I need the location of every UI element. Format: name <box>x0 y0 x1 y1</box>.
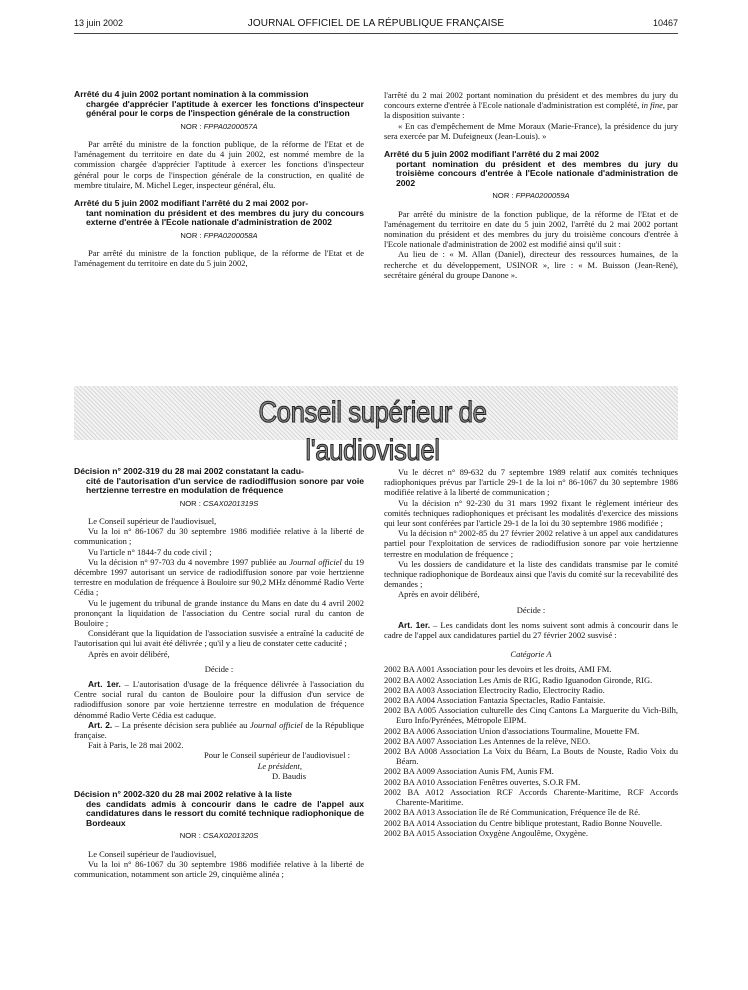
list-item: 2002 BA A010 Association Fenêtres ouvertes, S.O.R FM. <box>384 776 581 787</box>
decision-2-p1: Le Conseil supérieur de l'audiovisuel, <box>88 848 217 859</box>
decision-1-president: Le président, <box>257 760 302 771</box>
decision-1-decide: Décide : <box>204 663 234 674</box>
category-heading: Catégorie A <box>510 649 552 660</box>
top-left-column <box>74 90 364 268</box>
candidate-list <box>384 664 678 837</box>
article-1-title: Arrêté du 4 juin 2002 portant nomination à la commission chargée d'apprécier l'aptitude à exercer les fonctions d'inspecteur général pour le corps de l'inspection générale de la construction <box>74 89 364 119</box>
article-2-body: Par arrêté du ministre de la fonction publique, de la réforme de l'Etat et de l'aménagement du territoire en date du 5 juin 2002, <box>74 247 364 269</box>
decision-1-signature: D. Baudis <box>272 770 306 781</box>
article-3-body: Par arrêté du ministre de la fonction publique, de la réforme de l'Etat et de l'aménagement du territoire en date du 5 juin 2002, l'arrêté du 2 mai 2002 portant nomination du président et des membres du jury du troisième concours d'entrée à l'Ecole nationale d'administration de 2002 est modifié ainsi qu'il suit : <box>384 208 678 250</box>
list-item: 2002 BA A004 Association Fantazia Spectacles, Radio Fantaisie. <box>384 695 606 706</box>
decision-1-fait: Fait à Paris, le 28 mai 2002. <box>88 740 184 751</box>
section-banner-title: Conseil supérieur de l'audiovisuel <box>258 396 487 467</box>
article-2-nor: NOR : FPPA0200058A <box>180 230 258 240</box>
header-page-number: 10467 <box>652 18 678 28</box>
decision-2-r1: Vu le décret n° 89-632 du 7 septembre 1989 relatif aux comités techniques radiophoniques prévus par l'article 29-1 de la loi n° 86-1067 du 30 septembre 1986 modifiée relative à la liberté de communication ; <box>384 467 678 498</box>
decision-2-p2: Vu la loi n° 86-1067 du 30 septembre 1986 modifiée relative à la liberté de communication, notamment son article 29, cinquième alinéa ; <box>74 858 364 880</box>
list-item: 2002 BA A014 Association du Centre biblique protestant, Radio Bonne Nouvelle. <box>384 817 663 828</box>
decision-2-title: Décision n° 2002-320 du 28 mai 2002 relative à la liste des candidats admis à concourir dans le cadre de l'appel aux candidatures dans le ressort du comité technique radiophonique de Bordeaux <box>74 789 364 828</box>
article-2-title: Arrêté du 5 juin 2002 modifiant l'arrêté du 2 mai 2002 por- tant nomination du président et des membres du jury du concours externe d'entrée à l'Ecole nationale d'administration de 2002 <box>74 198 364 228</box>
decision-2-article-1: Art. 1er. – Les candidats dont les noms suivent sont admis à concourir dans le cadre de l'appel aux candidatures partiel du 27 février 2002 susvisé : <box>384 619 679 641</box>
article-3-body-2: Au lieu de : « M. Allan (Daniel), directeur des ressources humaines, de la recherche et du développement, USINOR », lire : « M. Buisson (Jean-René), secrétaire général du groupe Danone ». <box>384 249 678 280</box>
decision-1-title: Décision n° 2002-319 du 28 mai 2002 constatant la cadu- cité de l'autorisation d'un service de radiodiffusion sonore par voie hertzienne terrestre en modulation de fréquence <box>74 466 364 496</box>
list-item: 2002 BA A007 Association Les Antennes de la relève, NEO. <box>384 735 591 746</box>
decision-1-p2: Vu la loi n° 86-1067 du 30 septembre 1986 modifiée relative à la liberté de communication ; <box>74 526 364 547</box>
list-item: 2002 BA A013 Association île de Ré Communication, Fréquence île de Ré. <box>384 807 641 818</box>
decision-2-r2: Vu la décision n° 92-230 du 31 mars 1992 fixant le règlement intérieur des comités techniques radiophoniques et précisant les modalités d'exercice des missions qui leur sont conférées par l'article 29-1 de la loi du 30 septembre 1986 modifiée ; <box>384 497 678 529</box>
decision-1-pour: Pour le Conseil supérieur de l'audiovisuel : <box>203 750 350 761</box>
article-3-nor: NOR : FPPA0200059A <box>492 191 570 201</box>
decision-1-p1: Le Conseil supérieur de l'audiovisuel, <box>88 515 217 526</box>
decision-1-p6: Considérant que la liquidation de l'association susvisée a entraîné la caducité de l'autorisation qui lui avait été délivrée ; qu'il y a lieu de constater cette caducité ; <box>74 628 364 649</box>
article-2-continuation: l'arrêté du 2 mai 2002 portant nomination du président et des membres du jury du concours externe d'entrée à l'Ecole nationale d'administration est complété, in fine, par la disposition suivante : <box>384 90 679 121</box>
header-rule <box>74 33 678 34</box>
decision-2-nor: NOR : CSAX0201320S <box>179 831 259 841</box>
list-item: 2002 BA A009 Association Aunis FM, Aunis FM. <box>384 766 554 777</box>
decision-2-r5: Après en avoir délibéré, <box>398 589 480 600</box>
decision-1-article-2: Art. 2. – La présente décision sera publiée au Journal officiel de la République française. <box>74 719 365 741</box>
section-banner <box>74 386 678 467</box>
decision-1-p7: Après en avoir délibéré, <box>88 648 170 659</box>
decision-1-p4: Vu la décision n° 97-703 du 4 novembre 1997 publiée au Journal officiel du 19 décembre 1997 autorisant un service de radiodiffusion sonore par voie hertzienne terrestre en modulation de fréquence à Bouloire sur 90,2 MHz dénommé Radio Verte Cédia ; <box>74 556 364 598</box>
list-item: 2002 BA A005 Association culturelle des Cinq Cantons La Marguerite du Vich-Bilh, Euro Info/Pyrénées, Métropole EIPM. <box>384 705 678 726</box>
decision-1-p5: Vu le jugement du tribunal de grande instance du Mans en date du 4 avril 2002 prononçant la liquidation de l'association du Centre social rural du canton de Bouloire ; <box>74 597 364 629</box>
article-2-provision: « En cas d'empêchement de Mme Moraux (Marie-France), la présidence du jury sera exercée par M. Dufeigneux (Jean-Louis). » <box>384 120 678 141</box>
top-right-column <box>384 90 678 280</box>
page-header <box>74 18 678 32</box>
list-item: 2002 BA A008 Association La Voix du Béarn, La Bouts de Nouste, Radio Voix du Béarn. <box>384 746 678 767</box>
list-item: 2002 BA A006 Association Union d'associations Tourmaline, Mouette FM. <box>384 725 640 736</box>
article-1-body: Par arrêté du ministre de la fonction publique, de la réforme de l'Etat et de l'aménagement du territoire en date du 4 juin 2002, est nommé membre de la commission chargée d'apprécier l'aptitude à exercer les fonctions d'inspecteur général pour le corps de l'inspection générale de la construction, en qualité de membre titulaire, M. Michel Leger, inspecteur général, élu. <box>74 138 364 190</box>
list-item: 2002 BA A015 Association Oxygène Angoulême, Oxygène. <box>384 827 588 838</box>
article-3-title: Arrêté du 5 juin 2002 modifiant l'arrêté du 2 mai 2002 portant nomination du président et des membres du jury du troisième concours d'entrée à l'Ecole nationale d'administration de 2002 <box>384 149 678 188</box>
decision-2-r3: Vu la décision n° 2002-85 du 27 février 2002 relative à un appel aux candidatures partiel pour l'exploitation de services de radiodiffusion sonore par voie hertzienne terrestre en modulation de fréquence ; <box>384 528 678 559</box>
decision-1-nor: NOR : CSAX0201319S <box>179 498 259 508</box>
header-date: 13 juin 2002 <box>74 18 124 28</box>
decision-2-decide: Décide : <box>516 604 546 615</box>
list-item: 2002 BA A012 Association RCF Accords Charente-Maritime, RCF Accords Charente-Maritime. <box>384 786 678 808</box>
list-item: 2002 BA A003 Association Electrocity Radio, Electrocity Radio. <box>384 684 605 695</box>
bottom-left-column <box>74 467 364 879</box>
list-item: 2002 BA A001 Association pour les devoirs et les droits, AMI FM. <box>384 664 612 675</box>
decision-1-article-1: Art. 1er. – L'autorisation d'usage de la fréquence délivrée à l'association du Centre social rural du canton de Bouloire pour la diffusion d'un service de radiodiffusion sonore par voie hertzienne terrestre en modulation de fréquence dénommé Radio Verte Cédia est caduque. <box>74 679 364 720</box>
decision-2-r4: Vu les dossiers de candidature et la liste des candidats transmise par le comité technique radiophonique de Bordeaux ainsi que l'avis du comité sur la recevabilité des demandes ; <box>384 558 678 590</box>
list-item: 2002 BA A002 Association Les Amis de RIG, Radio Iguanodon Gironde, RIG. <box>384 674 653 685</box>
bottom-right-column <box>384 467 678 838</box>
decision-1-p3: Vu l'article n° 1844-7 du code civil ; <box>88 546 212 557</box>
article-1-nor: NOR : FPPA0200057A <box>180 121 258 131</box>
header-journal-title: JOURNAL OFFICIEL DE LA RÉPUBLIQUE FRANÇAISE <box>247 18 505 29</box>
